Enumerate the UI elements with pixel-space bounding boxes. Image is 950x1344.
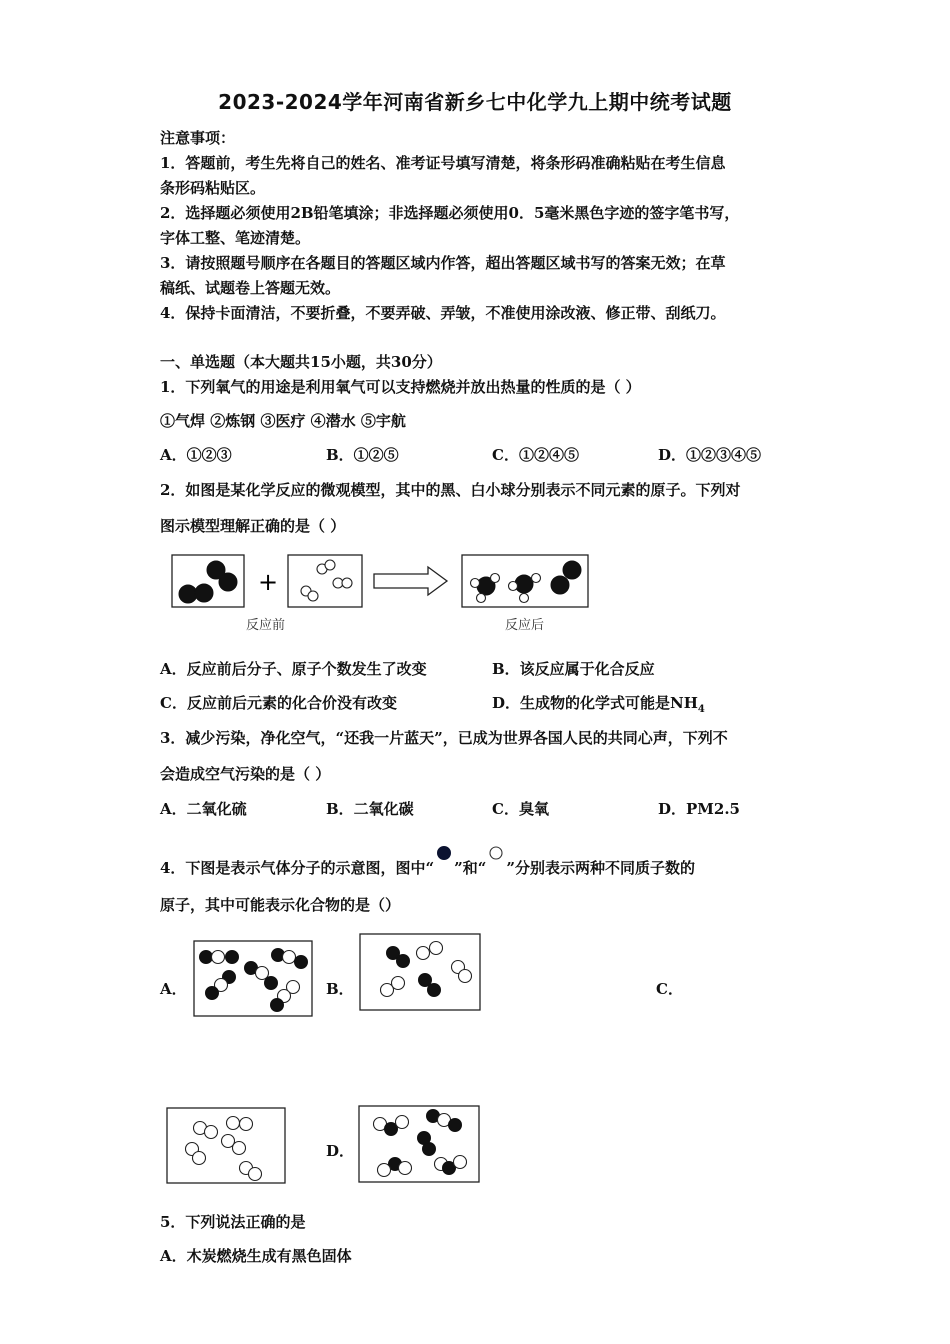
reaction-arrow (374, 567, 447, 595)
q4-stem-part-2: ”和“ (454, 859, 487, 877)
q2-reaction-diagram (170, 552, 595, 612)
q4-option-a[interactable]: A． (160, 980, 187, 998)
reactant-box-1 (172, 555, 244, 607)
q2-stem-line-2: 图示模型理解正确的是（ ） (160, 517, 346, 535)
caption-after: 反应后 (505, 618, 545, 633)
q4-option-b[interactable]: B． (326, 980, 354, 998)
section-heading: 一、单选题（本大题共15小题，共30分） (160, 353, 442, 371)
q4-stem-part-1: 4．下图是表示气体分子的示意图，图中“ (160, 859, 435, 877)
q4-stem-part-3: ”分别表示两种不同质子数的 (506, 859, 695, 877)
q3-option-c[interactable]: C．臭氧 (492, 800, 549, 818)
q1-option-d[interactable]: D．①②③④⑤ (658, 446, 762, 464)
q4-stem-line-1 (160, 845, 695, 878)
q4-figure-b (359, 933, 483, 1013)
q2-option-d[interactable] (492, 692, 705, 715)
notice-item-1-line-1: 1．答题前，考生先将自己的姓名、准考证号填写清楚，将条形码准确粘贴在考生信息 (160, 154, 726, 172)
q2-option-b[interactable]: B．该反应属于化合反应 (492, 660, 655, 678)
q4-option-c[interactable]: C． (656, 980, 683, 998)
q2-option-c[interactable]: C．反应前后元素的化合价没有改变 (160, 694, 397, 712)
q2-option-d-text: D．生成物的化学式可能是NH (492, 694, 698, 712)
notice-item-3-line-1: 3．请按照题号顺序在各题目的答题区域内作答，超出答题区域书写的答案无效；在草 (160, 254, 726, 272)
q4-option-d[interactable]: D． (326, 1142, 355, 1160)
notice-item-4: 4．保持卡面清洁，不要折叠，不要弄破、弄皱，不准使用涂改液、修正带、刮纸刀。 (160, 304, 726, 322)
q1-option-b[interactable]: B．①②⑤ (326, 446, 399, 464)
q3-option-b[interactable]: B．二氧化碳 (326, 800, 414, 818)
q5-option-a[interactable]: A．木炭燃烧生成有黑色固体 (160, 1247, 352, 1265)
q3-option-d[interactable]: D．PM2.5 (658, 800, 740, 818)
q2-stem-line-1: 2．如图是某化学反应的微观模型，其中的黑、白小球分别表示不同元素的原子。下列对 (160, 481, 741, 499)
product-box (462, 555, 588, 607)
page-title: 2023-2024学年河南省新乡七中化学九上期中统考试题 (218, 90, 732, 114)
caption-before: 反应前 (246, 618, 286, 633)
notice-item-2-line-2: 字体工整、笔迹清楚。 (160, 229, 311, 247)
notice-item-3-line-2: 稿纸、试题卷上答题无效。 (160, 279, 341, 297)
reactant-box-2 (288, 555, 362, 607)
black-atom-icon (434, 845, 454, 865)
q4-figure-a (193, 940, 315, 1018)
q5-stem: 5．下列说法正确的是 (160, 1213, 306, 1231)
q3-option-a[interactable]: A．二氧化硫 (160, 800, 247, 818)
q2-option-d-subscript: 4 (697, 704, 705, 715)
q1-option-c[interactable]: C．①②④⑤ (492, 446, 579, 464)
notice-item-1-line-2: 条形码粘贴区。 (160, 179, 266, 197)
q2-option-a[interactable]: A．反应前后分子、原子个数发生了改变 (160, 660, 427, 678)
q1-uses: ①气焊 ②炼钢 ③医疗 ④潜水 ⑤宇航 (160, 412, 406, 430)
plus-sign: + (258, 568, 279, 596)
notice-item-2-line-1: 2．选择题必须使用2B铅笔填涂；非选择题必须使用0．5毫米黑色字迹的签字笔书写， (160, 204, 740, 222)
q4-figure-d (358, 1105, 482, 1185)
notice-heading: 注意事项： (160, 129, 236, 147)
q4-figure-c (166, 1107, 288, 1185)
q3-stem-line-1: 3．减少污染，净化空气，“还我一片蓝天”，已成为世界各国人民的共同心声，下列不 (160, 729, 728, 747)
white-atom-icon (486, 845, 506, 865)
q3-stem-line-2: 会造成空气污染的是（ ） (160, 765, 331, 783)
q4-stem-line-2: 原子，其中可能表示化合物的是（） (160, 896, 401, 914)
q1-option-a[interactable]: A．①②③ (160, 446, 232, 464)
q1-stem: 1．下列氧气的用途是利用氧气可以支持燃烧并放出热量的性质的是（ ） (160, 378, 641, 396)
